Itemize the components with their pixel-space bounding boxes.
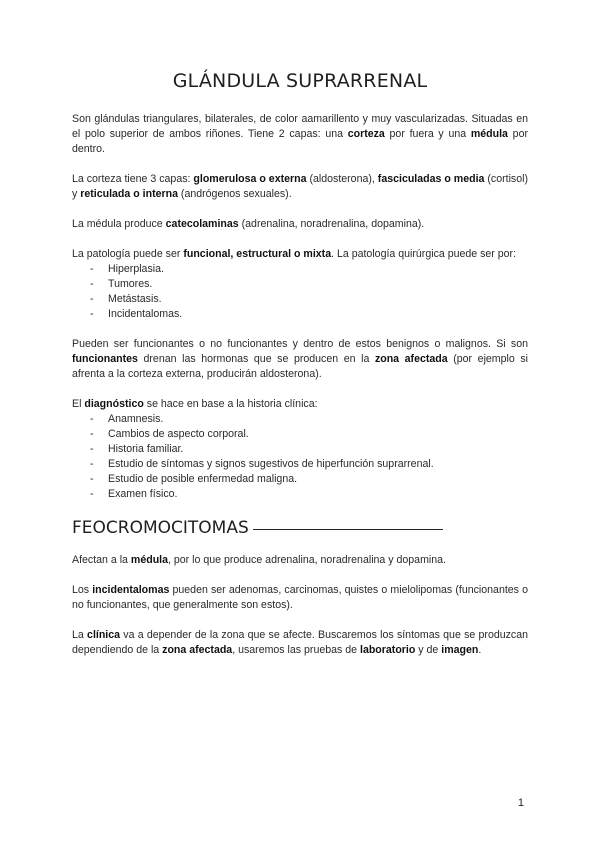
paragraph-diagnostico: El diagnóstico se hace en base a la historia clínica: — [72, 398, 318, 410]
term-medula: médula — [470, 128, 508, 140]
term-zona-afectada: zona afectada — [374, 353, 448, 365]
list-item: - Cambios de aspecto corporal. — [72, 427, 528, 442]
paragraph-clinica: La clínica va a depender de la zona que se afecte. Buscaremos los síntomas que se produzcan dependiendo de la zona afectada, usaremos las pruebas de laboratorio y de imagen. — [72, 629, 529, 656]
list-item: - Estudio de posible enfermedad maligna. — [72, 472, 528, 487]
term-funcional: funcional, estructural o mixta — [183, 248, 332, 260]
term-medula-2: médula — [130, 554, 168, 566]
heading-rule — [253, 529, 443, 530]
paragraph-incidentalomas: Los incidentalomas pueden ser adenomas, carcinomas, quistes o mielolipomas (funcionantes o no funcionantes, que generalmente son estos). — [72, 584, 528, 611]
paragraph-funcionantes: Pueden ser funcionantes o no funcionantes y dentro de estos benignos o malignos. Si son funcionantes drenan las hormonas que se producen en la zona afectada (por ejemplo si afrenta a la corteza externa, producirán aldosterona). — [72, 338, 529, 380]
paragraph-intro: Son glándulas triangulares, bilaterales, de color aamarillento y muy vascularizadas. Situadas en el polo superior de ambos riñones. Tiene 2 capas: una corteza por fuera y una médula por dentro. — [72, 113, 528, 155]
term-catecolaminas: catecolaminas — [165, 218, 239, 230]
paragraph-patologia: La patología puede ser funcional, estructural o mixta. La patología quirúrgica puede ser por: — [72, 248, 517, 260]
term-glomerulosa: glomerulosa o externa — [193, 173, 307, 185]
term-reticulada: reticulada o interna — [80, 188, 178, 200]
term-fasciculadas: fasciculadas o media — [377, 173, 485, 185]
pathology-list — [72, 262, 528, 322]
list-item: - Tumores. — [72, 277, 528, 292]
term-clinica: clínica — [87, 629, 121, 641]
term-zona-afectada-2: zona afectada — [162, 644, 233, 656]
list-item: - Estudio de síntomas y signos sugestivos de hiperfunción suprarrenal. — [72, 457, 528, 472]
paragraph-corteza: La corteza tiene 3 capas: glomerulosa o externa (aldosterona), fasciculadas o media (cortisol) y reticulada o interna (andrógenos sexuales). — [72, 173, 528, 200]
list-item: - Historia familiar. — [72, 442, 528, 457]
diagnosis-list — [72, 412, 528, 502]
list-item: - Hiperplasia. — [72, 262, 528, 277]
section-heading-feocromocitomas: FEOCROMOCITOMAS — [72, 517, 528, 539]
list-item: - Incidentalomas. — [72, 307, 528, 322]
term-funcionantes: funcionantes — [72, 353, 138, 365]
list-item: - Metástasis. — [72, 292, 528, 307]
list-item: - Anamnesis. — [72, 412, 528, 427]
term-laboratorio: laboratorio — [360, 644, 416, 656]
paragraph-medula: La médula produce catecolaminas (adrenalina, noradrenalina, dopamina). — [72, 218, 425, 230]
list-item: - Examen físico. — [72, 487, 528, 502]
document-body — [72, 112, 528, 673]
term-diagnostico: diagnóstico — [84, 398, 144, 410]
page-number: 1 — [517, 797, 524, 809]
term-corteza: corteza — [347, 128, 385, 140]
page-title: GLÁNDULA SUPRARRENAL — [172, 70, 428, 92]
paragraph-feo-medula: Afectan a la médula, por lo que produce adrenalina, noradrenalina y dopamina. — [72, 554, 446, 566]
term-incidentalomas: incidentalomas — [92, 584, 170, 596]
term-imagen: imagen — [441, 644, 479, 656]
